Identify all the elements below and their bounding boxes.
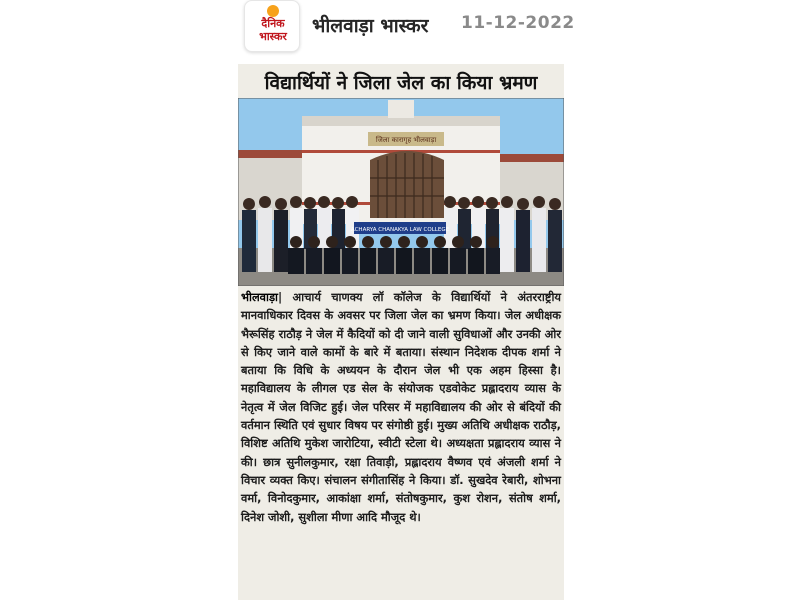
dainik-bhaskar-logo[interactable]	[244, 0, 300, 52]
article-body-text: आचार्य चाणक्य लॉ कॉलेज के विद्यार्थियों ने अंतरराष्ट्रीय मानवाधिकार दिवस के अवसर पर जिला जेल का भ्रमण किया। जेल अधीक्षक भैरूसिंह राठौड़ ने जेल में कैदियों को दी जाने वाली सुविधाओं और उनकी ओर से किए जाने वाले कामों के बारे में बताया। संस्थान निदेशक दीपक शर्मा ने बताया कि विधि के अध्ययन के दौरान जेल भी एक अहम हिस्सा है। महाविद्यालय के लीगल एड सेल के संयोजक एडवोकेट प्रह्लादराय व्यास के नेतृत्व में जेल विजिट हुई। जेल परिसर में महाविद्यालय की ओर से बंदियों की वर्तमान स्थिति एवं सुधार विषय पर संगोष्ठी हुई। मुख्य अतिथि अधीक्षक राठौड़, विशिष्ट अतिथि मुकेश जारोटिया, स्वीटी स्टेला थे। अध्यक्षता प्रह्लादराय व्यास ने की। छात्र सुनीलकुमार, रक्षा तिवाड़ी, प्रह्लादराय वैष्णव एवं अंजली शर्मा ने विचार व्यक्त किए। संचालन संगीतासिंह ने किया। डॉ. सुखदेव रेबारी, शोभना वर्मा, विनोदकुमार, आकांक्षा शर्मा, संतोषकुमार, कुश रोशन, संतोष शर्मा, दिनेश जोशी, सुशीला मीणा आदि मौजूद थे।	[241, 290, 562, 524]
logo-line-2: भास्कर	[259, 30, 287, 43]
building-sign: जिला कारागृह भीलवाड़ा	[375, 136, 437, 144]
app-header	[0, 0, 800, 56]
logo-line-1: दैनिक	[261, 17, 285, 30]
dateline-place: भीलवाड़ा	[241, 290, 279, 304]
article-photo[interactable]	[238, 98, 564, 286]
article-body	[241, 288, 561, 526]
newspaper-clipping	[238, 64, 564, 600]
article-headline: विद्यार्थियों ने जिला जेल का किया भ्रमण	[264, 72, 538, 94]
dateline-separator: |	[278, 290, 283, 304]
sun-icon	[267, 5, 279, 17]
edition-date: 11-12-2022	[461, 13, 575, 33]
edition-title: भीलवाड़ा भास्कर	[312, 15, 429, 37]
jail-group-photo	[238, 98, 564, 286]
college-banner: ACHARYA CHANAKYA LAW COLLEGE	[350, 227, 450, 233]
